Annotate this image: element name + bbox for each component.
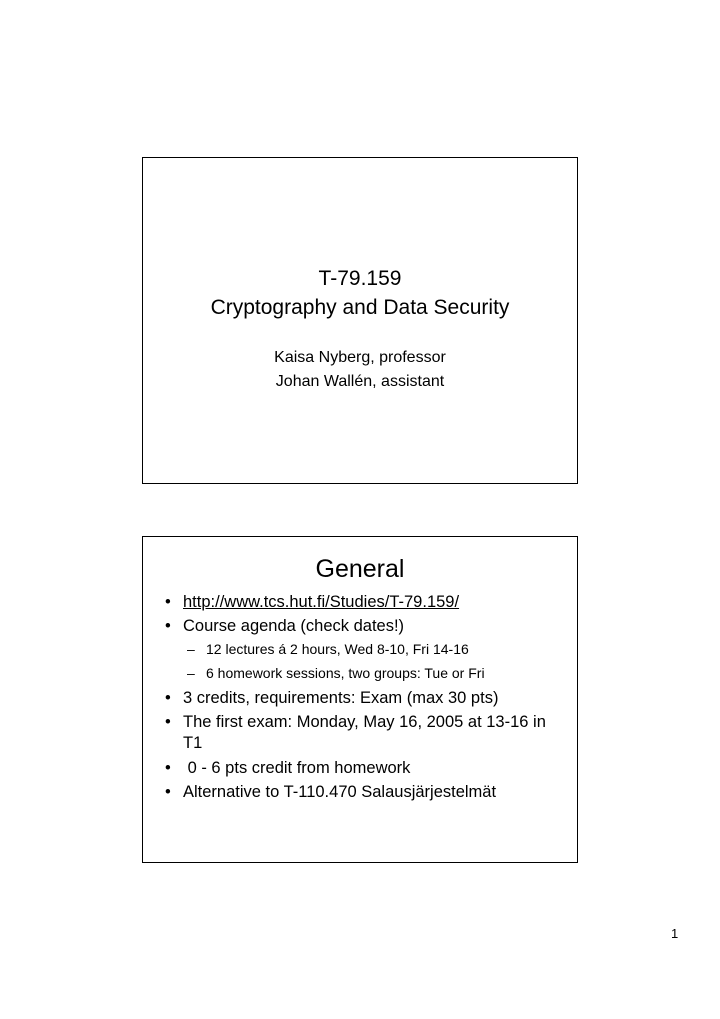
bullet-item <box>163 616 567 637</box>
title-slide <box>142 157 578 484</box>
page-number: 1 <box>671 926 679 941</box>
course-name: Cryptography and Data Security <box>210 296 510 319</box>
authors <box>143 346 577 394</box>
bullet-icon: • <box>165 783 171 801</box>
bullet-text: 3 credits, requirements: Exam (max 30 pts) <box>183 689 499 707</box>
course-title <box>143 264 577 322</box>
course-code: T-79.159 <box>318 267 402 290</box>
author-professor: Kaisa Nyberg, professor <box>274 349 446 366</box>
sub-bullet-text: 12 lectures á 2 hours, Wed 8-10, Fri 14-16 <box>206 641 469 657</box>
dash-icon: – <box>187 665 195 681</box>
bullet-icon: • <box>165 713 171 731</box>
bullet-item <box>163 758 567 779</box>
bullet-icon: • <box>165 759 171 777</box>
bullet-item <box>163 592 567 613</box>
dash-icon: – <box>187 641 195 657</box>
bullet-text: Alternative to T-110.470 Salausjärjestelmät <box>183 783 497 801</box>
bullet-icon: • <box>165 617 171 635</box>
bullet-item <box>163 712 567 754</box>
general-slide <box>142 536 578 863</box>
bullet-list <box>163 592 567 806</box>
course-url-link[interactable]: http://www.tcs.hut.fi/Studies/T-79.159/ <box>183 593 460 611</box>
slide-title: General <box>315 555 405 583</box>
bullet-icon: • <box>165 689 171 707</box>
author-assistant: Johan Wallén, assistant <box>275 373 445 390</box>
bullet-icon: • <box>165 593 171 611</box>
sub-bullet-text: 6 homework sessions, two groups: Tue or Fri <box>206 665 485 681</box>
sub-bullet-item <box>143 664 567 683</box>
bullet-text: The first exam: Monday, May 16, 2005 at 13-16 in T1 <box>183 713 546 752</box>
bullet-item <box>163 782 567 803</box>
bullet-text: 0 - 6 pts credit from homework <box>183 759 411 777</box>
bullet-item <box>163 688 567 709</box>
bullet-text: Course agenda (check dates!) <box>183 617 405 635</box>
sub-bullet-item <box>143 640 567 659</box>
